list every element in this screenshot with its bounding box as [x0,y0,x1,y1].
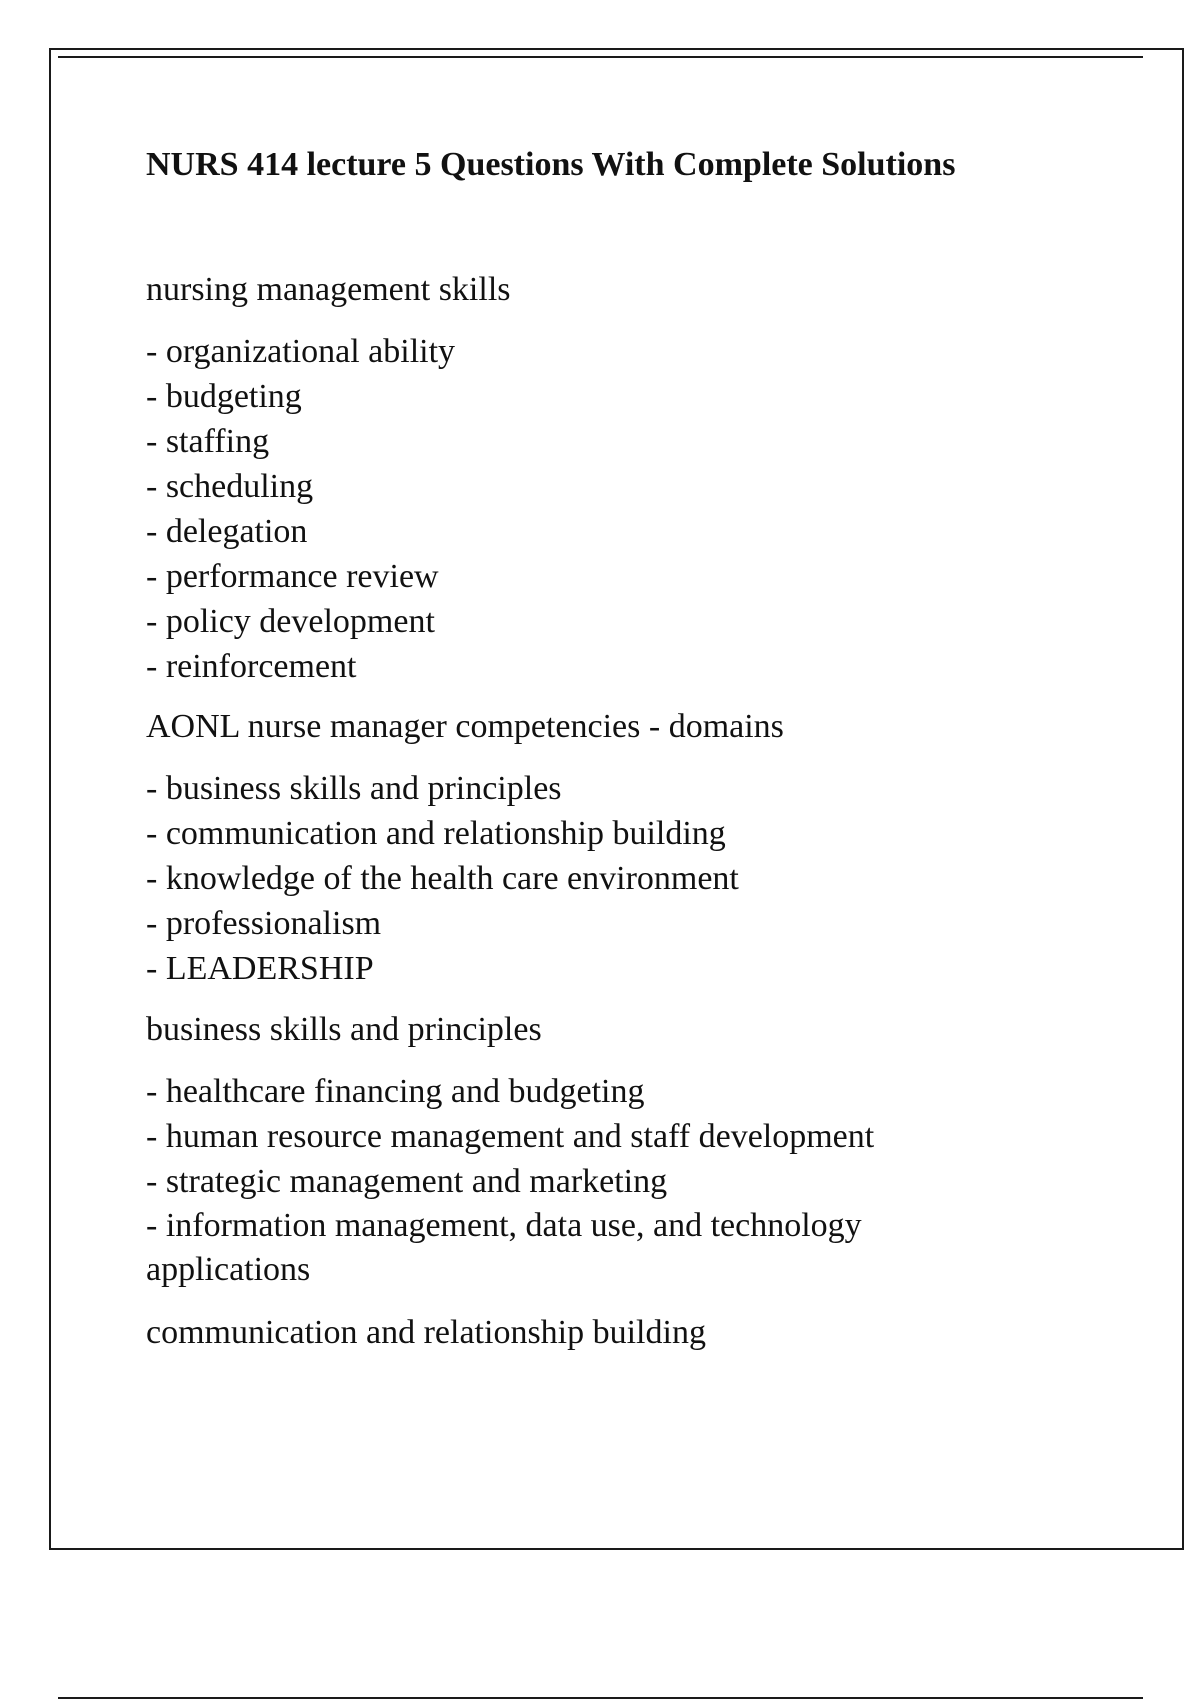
answer-list [146,329,1146,689]
answer-line: - scheduling [146,468,314,505]
qa-section-business-skills [146,1008,1146,1292]
qa-section-aonl-competencies [146,705,1146,991]
answer-list [146,1069,1146,1292]
answer-line: - professionalism [146,905,382,942]
answer-line: - communication and relationship building [146,815,726,852]
qa-section-nursing-management-skills [146,268,1146,689]
document-title: NURS 414 lecture 5 Questions With Complete Solutions [146,146,956,183]
answer-list [146,766,1146,991]
answer-line: - organizational ability [146,333,456,370]
answer-line: - budgeting [146,378,302,415]
answer-line: - staffing [146,423,270,460]
answer-line: - human resource management and staff development [146,1118,875,1155]
question-text: business skills and principles [146,1011,542,1048]
question-text: nursing management skills [146,271,511,308]
question-text: AONL nurse manager competencies - domains [146,708,784,745]
answer-line: - business skills and principles [146,770,562,807]
answer-line: - strategic management and marketing [146,1163,668,1200]
answer-line: - LEADERSHIP [146,950,374,987]
answer-line: - knowledge of the health care environment [146,860,739,897]
answer-line: - delegation [146,513,308,550]
question-text: communication and relationship building [146,1314,706,1351]
answer-line: - information management, data use, and technology applications [146,1207,862,1288]
answer-line: - reinforcement [146,648,357,685]
answer-line: - performance review [146,558,439,595]
bottom-rule [58,1697,1143,1699]
answer-line: - healthcare financing and budgeting [146,1073,645,1110]
answer-line: - policy development [146,603,435,640]
qa-section-communication [146,1311,1146,1355]
top-rule [58,56,1143,58]
